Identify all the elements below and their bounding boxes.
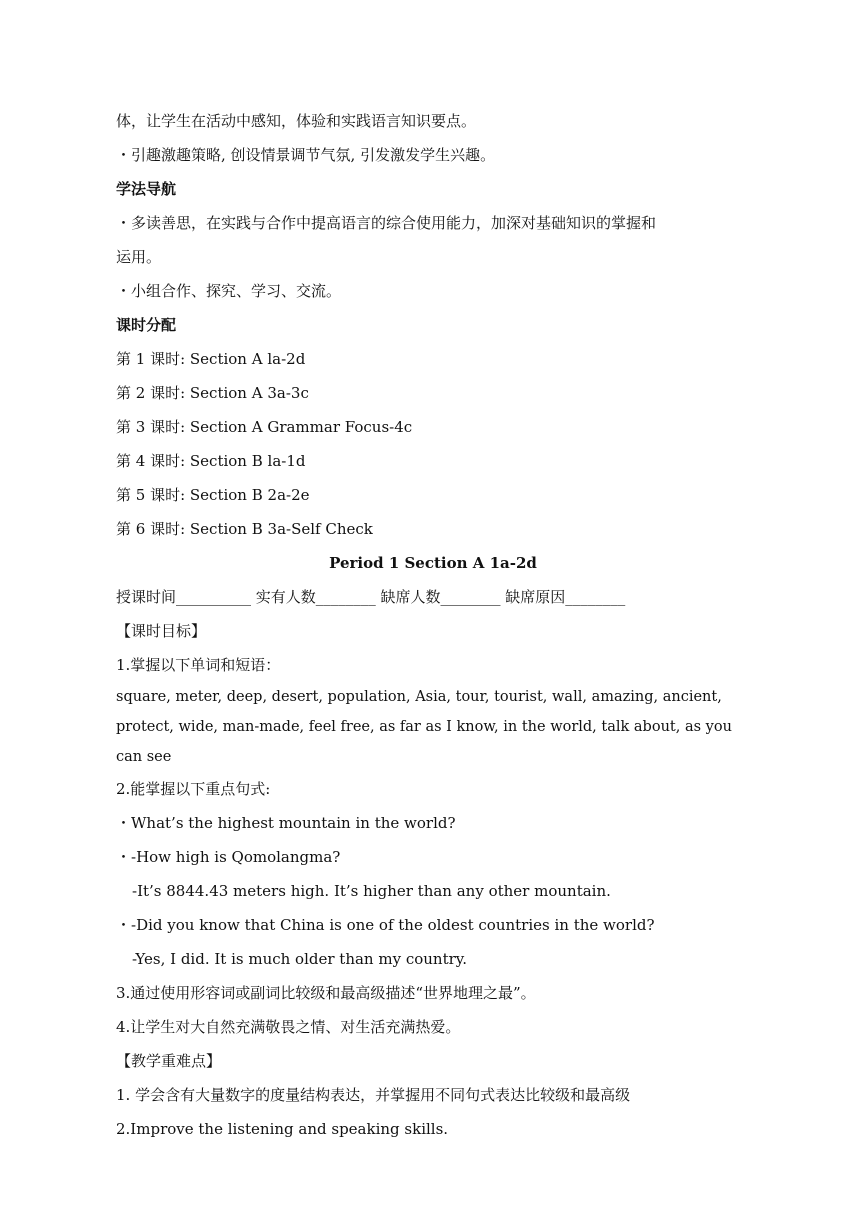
text-line: 体，让学生在活动中感知，体验和实践语言知识要点。 bbox=[116, 112, 477, 130]
section-heading: 课时分配 bbox=[116, 316, 177, 334]
bullet-line: ・多读善思，在实践与合作中提高语言的综合使用能力，加深对基础知识的掌握和 bbox=[116, 214, 657, 232]
class-info-line: 授课时间__________ 实有人数________ 缺席人数________ 缺席原因________ bbox=[116, 588, 626, 606]
text-line: -It’s 8844.43 meters high. It’s higher than any other mountain. bbox=[132, 882, 611, 900]
bullet-line: ・-How high is Qomolangma? bbox=[116, 848, 341, 866]
section-heading: 学法导航 bbox=[116, 180, 177, 198]
lesson-item: 第 1 课时: Section A la-2d bbox=[116, 350, 306, 368]
bullet-line: ・-Did you know that China is one of the oldest countries in the world? bbox=[116, 916, 655, 934]
text-line: 2.Improve the listening and speaking skills. bbox=[116, 1120, 449, 1138]
text-line: 1.掌握以下单词和短语： bbox=[116, 656, 281, 674]
document-body bbox=[116, 104, 750, 1146]
text-line: 4.让学生对大自然充满敬畏之情、对生活充满热爱。 bbox=[116, 1018, 461, 1036]
text-line: 运用。 bbox=[116, 248, 162, 266]
text-line: 3.通过使用形容词或副词比较级和最高级描述“世界地理之最”。 bbox=[116, 984, 536, 1002]
lesson-item: 第 5 课时: Section B 2a-2e bbox=[116, 486, 310, 504]
text-line: -Yes, I did. It is much older than my country. bbox=[132, 950, 468, 968]
bullet-line: ・What’s the highest mountain in the world? bbox=[116, 814, 456, 832]
bullet-line: ・引趣激趣策略, 创设情景调节气氛, 引发激发学生兴趣。 bbox=[116, 146, 496, 164]
bullet-line: ・小组合作、探究、学习、交流。 bbox=[116, 282, 342, 300]
lesson-item: 第 6 课时: Section B 3a-Self Check bbox=[116, 520, 373, 538]
bracket-heading: 【教学重难点】 bbox=[116, 1052, 222, 1070]
text-line: 2.能掌握以下重点句式: bbox=[116, 780, 271, 798]
lesson-item: 第 2 课时: Section A 3a-3c bbox=[116, 384, 309, 402]
lesson-item: 第 3 课时: Section A Grammar Focus-4c bbox=[116, 418, 413, 436]
period-title: Period 1 Section A 1a-2d bbox=[329, 554, 537, 572]
vocabulary-list: square, meter, deep, desert, population, Asia, tour, tourist, wall, amazing, ancient, protect, wide, man-made, feel free, as far as I know, in the world, talk about, as you can see bbox=[116, 689, 732, 765]
lesson-item: 第 4 课时: Section B la-1d bbox=[116, 452, 306, 470]
text-line: 1. 学会含有大量数字的度量结构表达，并掌握用不同句式表达比较级和最高级 bbox=[116, 1086, 631, 1104]
bracket-heading: 【课时目标】 bbox=[116, 622, 207, 640]
